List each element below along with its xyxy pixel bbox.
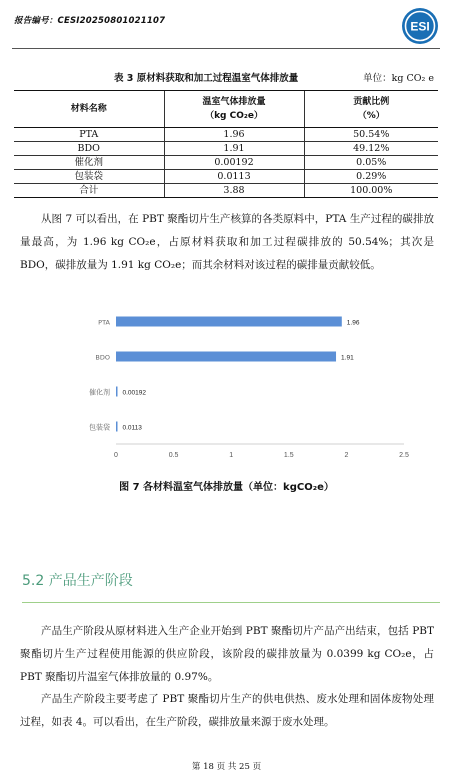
table-total-row bbox=[14, 184, 438, 198]
x-tick-label: 0 bbox=[114, 452, 118, 459]
table-title: 表 3 原材料获取和加工过程温室气体排放量 bbox=[114, 73, 299, 84]
cell-share: 100.00% bbox=[304, 184, 438, 198]
table-caption bbox=[14, 70, 438, 84]
bar bbox=[116, 317, 342, 327]
category-label: 包装袋 bbox=[89, 423, 110, 432]
cell-material: BDO bbox=[14, 142, 164, 156]
cell-material: 催化剂 bbox=[14, 156, 164, 170]
x-tick-label: 0.5 bbox=[168, 452, 179, 459]
cesi-logo bbox=[400, 6, 440, 46]
cell-share: 0.05% bbox=[304, 156, 438, 170]
bar bbox=[116, 422, 118, 432]
table-row bbox=[14, 156, 438, 170]
header-share: 贡献比例 （%） bbox=[304, 91, 438, 128]
page-number: 第 18 页 共 25 页 bbox=[191, 762, 262, 772]
table-row bbox=[14, 142, 438, 156]
x-tick-label: 2.5 bbox=[399, 452, 409, 459]
category-label: BDO bbox=[95, 353, 110, 362]
analysis-paragraph: 从图 7 可以看出，在 PBT 聚酯切片生产核算的各类原料中，PTA 生产过程的碳排放量最高，为 1.96 kg CO₂e，占原材料获取和加工过程碳排放的 50.54%；其次是 BDO，碳排放量为 1.91 kg CO₂e；而其余材料对该过程的碳排量贡献较低。 bbox=[20, 213, 434, 271]
table-unit: 单位：kg CO₂ e bbox=[363, 73, 434, 84]
x-tick-label: 1.5 bbox=[283, 452, 294, 459]
production-scope-paragraph: 产品生产阶段主要考虑了 PBT 聚酯切片生产的供电供热、废水处理和固体废物处理过程，如表 4。可以看出，在生产阶段，碳排放量来源于废水处理。 bbox=[20, 693, 434, 728]
cell-emission: 0.00192 bbox=[164, 156, 304, 170]
section-divider bbox=[22, 602, 440, 603]
cell-material: PTA bbox=[14, 128, 164, 142]
data-label: 1.96 bbox=[346, 319, 360, 327]
bar bbox=[116, 387, 118, 397]
svg-text:ESI: ESI bbox=[410, 19, 430, 34]
data-label: 1.91 bbox=[341, 354, 354, 362]
header-material: 材料名称 bbox=[14, 91, 164, 128]
cell-material: 包装袋 bbox=[14, 170, 164, 184]
cell-share: 50.54% bbox=[304, 128, 438, 142]
section-title: 5.2 产品生产阶段 bbox=[22, 573, 133, 589]
production-paragraph: 产品生产阶段从原材料进入生产企业开始到 PBT 聚酯切片产品产出结束，包括 PBT 聚酯切片生产过程使用能源的供应阶段，该阶段的碳排放量为 0.0399 kg CO₂e，占 PBT 聚酯切片温室气体排放量的 0.97%。 bbox=[20, 625, 434, 683]
header-divider bbox=[12, 48, 440, 49]
header-emission: 温室气体排放量 （kg CO₂e） bbox=[164, 91, 304, 128]
x-tick-label: 1 bbox=[229, 452, 234, 459]
cell-emission: 1.96 bbox=[164, 128, 304, 142]
cell-share: 49.12% bbox=[304, 142, 438, 156]
table-header-row bbox=[14, 91, 438, 128]
cell-emission: 1.91 bbox=[164, 142, 304, 156]
table-row bbox=[14, 128, 438, 142]
category-label: 催化剂 bbox=[89, 388, 110, 397]
cell-emission: 0.0113 bbox=[164, 170, 304, 184]
cell-emission: 3.88 bbox=[164, 184, 304, 198]
emissions-bar-chart bbox=[80, 300, 420, 470]
cell-share: 0.29% bbox=[304, 170, 438, 184]
report-number: 报告编号：CESI20250801021107 bbox=[14, 16, 166, 26]
table-row bbox=[14, 170, 438, 184]
data-label: 0.0113 bbox=[122, 424, 142, 432]
bar bbox=[116, 352, 336, 362]
emissions-table bbox=[14, 90, 438, 198]
figure-caption: 图 7 各材料温室气体排放量（单位：kgCO₂e） bbox=[119, 482, 334, 493]
cell-material: 合计 bbox=[14, 184, 164, 198]
category-label: PTA bbox=[98, 318, 110, 327]
x-tick-label: 2 bbox=[344, 452, 349, 459]
data-label: 0.00192 bbox=[122, 389, 146, 397]
